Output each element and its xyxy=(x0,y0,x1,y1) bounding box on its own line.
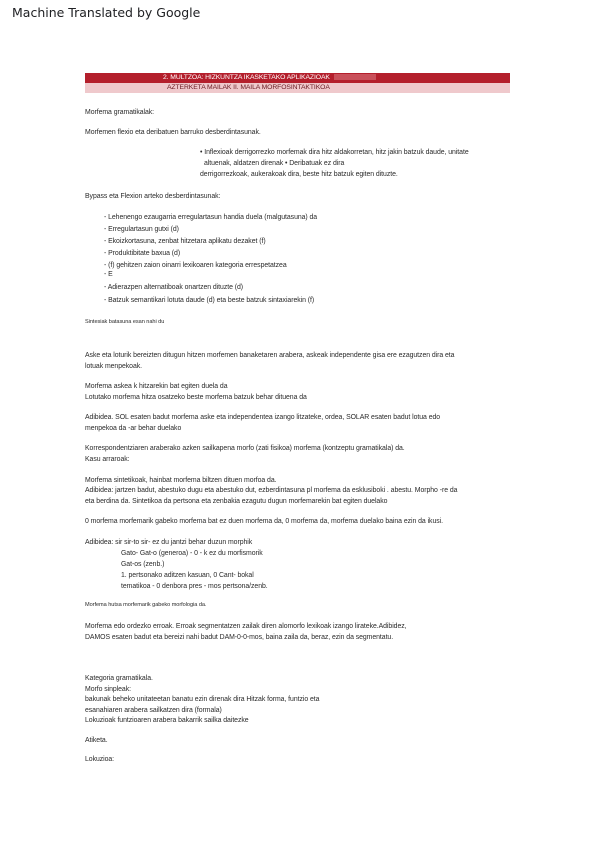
list-item: - Produktibitate baxua (d) xyxy=(104,250,181,257)
bullet-line: • Inflexioak derrigorrezko morfemak dira hitz aldakorretan, hitz jakin batzuk daude, unitate xyxy=(200,149,469,156)
example-line: 1. pertsonako aditzen kasuan, 0 Cant- bokal xyxy=(121,572,254,579)
paragraph-line: Adibidea. SOL esaten badut morfema aske eta independentea izango litzateke, ordea, SOLAR esaten badut lotua edo xyxy=(85,414,441,421)
paragraph-line: Morfema hutsa morfemarik gabeko morfologia da. xyxy=(85,602,207,608)
paragraph-line: Morfo sinpleak: xyxy=(85,686,131,693)
bullet-line: derrigorrezkoak, aukerakoak dira, beste hitz batzuk egiten dituzte. xyxy=(200,171,398,178)
heading-grammatical-category: Kategoria gramatikala. xyxy=(85,675,153,682)
exam-level-title: AZTERKETA MAILAK II. MAILA MORFOSINTAKTIKOA xyxy=(167,84,330,91)
paragraph-line: Lokuzioak funtzioaren arabera bakarrik sailka daitezke xyxy=(85,717,249,724)
list-item: - (f) gehitzen zaion oinarri lexikoaren kategoria errespetatzea xyxy=(104,262,287,269)
paragraph-line: Korrespondentziaren araberako azken sailkapena morfo (zati fisikoa) morfema (kontzeptu gramatikala) da. xyxy=(85,445,405,452)
paragraph-line: DAMOS esaten badut eta bereizi nahi badut DAM-0-0-mos, baina zaila da, beraz, ezin da segmentatu. xyxy=(85,634,394,641)
note-line: Sintesiak batasuna esan nahi du xyxy=(85,319,165,325)
heading-locution: Lokuzioa: xyxy=(85,756,115,763)
paragraph-line: Morfema edo ordezko erroak. Erroak segmentatzen zailak diren alomorfo lexikoak izango lirateke.Adibidez, xyxy=(85,623,407,630)
heading-differences: Bypass eta Flexion arteko desberdintasunak: xyxy=(85,193,221,200)
list-item: - Adierazpen alternatiboak onartzen dituzte (d) xyxy=(104,284,243,291)
paragraph-line: lotuak menpekoak. xyxy=(85,363,142,370)
list-item: - E xyxy=(104,271,113,278)
paragraph-line: Adibidea: jartzen badut, abestuko dugu eta abestuko dut, ezberdintasuna pl morfema da esklusiboki . abestu. Morpho -re da xyxy=(85,487,458,494)
paragraph-line: esanahiaren arabera sailkatzen dira (formala) xyxy=(85,707,222,714)
paragraph-line: Morfema sintetikoak, hainbat morfema biltzen dituen morfoa da. xyxy=(85,477,277,484)
list-item: - Lehenengo ezaugarria erregulartasun handia duela (malgutasuna) da xyxy=(104,214,318,221)
list-item: - Erregulartasun gutxi (d) xyxy=(104,226,179,233)
example-line: Gat-os (zenb.) xyxy=(121,561,165,568)
header-bar-section xyxy=(85,73,510,83)
paragraph-line: Aske eta loturik bereizten ditugun hitzen morfemen banaketaren arabera, askeak independente gisa ere ezagutzen dira eta xyxy=(85,352,455,359)
paragraph-line: menpekoa da -ar behar duelako xyxy=(85,425,182,432)
header-bar-subtitle xyxy=(85,83,510,93)
paragraph-line: Morfemen flexio eta deribatuen barruko desberdintasunak. xyxy=(85,129,261,136)
paragraph-line: Lotutako morfema hitza osatzeko beste morfema batzuk behar dituena da xyxy=(85,394,307,401)
paragraph-line: Morfema askea k hitzarekin bat egiten duela da xyxy=(85,383,228,390)
heading-article: Atiketa. xyxy=(85,737,108,744)
paragraph-line: 0 morfema morfemarik gabeko morfema bat ez duen morfema da, 0 morfema da, morfema duelako baina ezin da ikusi. xyxy=(85,518,443,525)
heading-grammatical-morphemes: Morfema gramatikalak: xyxy=(85,109,155,116)
paragraph-line: eta berdina da. Sintetikoa da pertsona eta zenbakia ezagutu dugun morfemarekin bat egiten duelako xyxy=(85,498,388,505)
bullet-line: altuenak, aldatzen direnak • Deribatuak ez dira xyxy=(204,160,345,167)
example-line: Gato- Gat-o (generoa) - 0 - k ez du morfismorik xyxy=(121,550,263,557)
example-line: tematikoa - 0 denbora pres - mos pertsona/zenb. xyxy=(121,583,268,590)
example-line: Adibidea: sir sir-to sir- ez du jantzi behar duzun morphik xyxy=(85,539,253,546)
list-item: - Ekoizkortasuna, zenbat hitzetara aplikatu dezaket (f) xyxy=(104,238,266,245)
paragraph-line: bakunak beheko unitateetan banatu ezin direnak dira Hitzak forma, funtzio eta xyxy=(85,696,320,703)
machine-translation-banner: Machine Translated by Google xyxy=(12,5,201,20)
section-title: 2. MULTZOA: HIZKUNTZA IKASKETAKO APLIKAZIOAK xyxy=(163,74,330,81)
header-highlight xyxy=(334,74,376,80)
heading-rare-cases: Kasu arraroak: xyxy=(85,456,130,463)
list-item: - Batzuk semantikari lotuta daude (d) eta beste batzuk sintaxiarekin (f) xyxy=(104,297,315,304)
